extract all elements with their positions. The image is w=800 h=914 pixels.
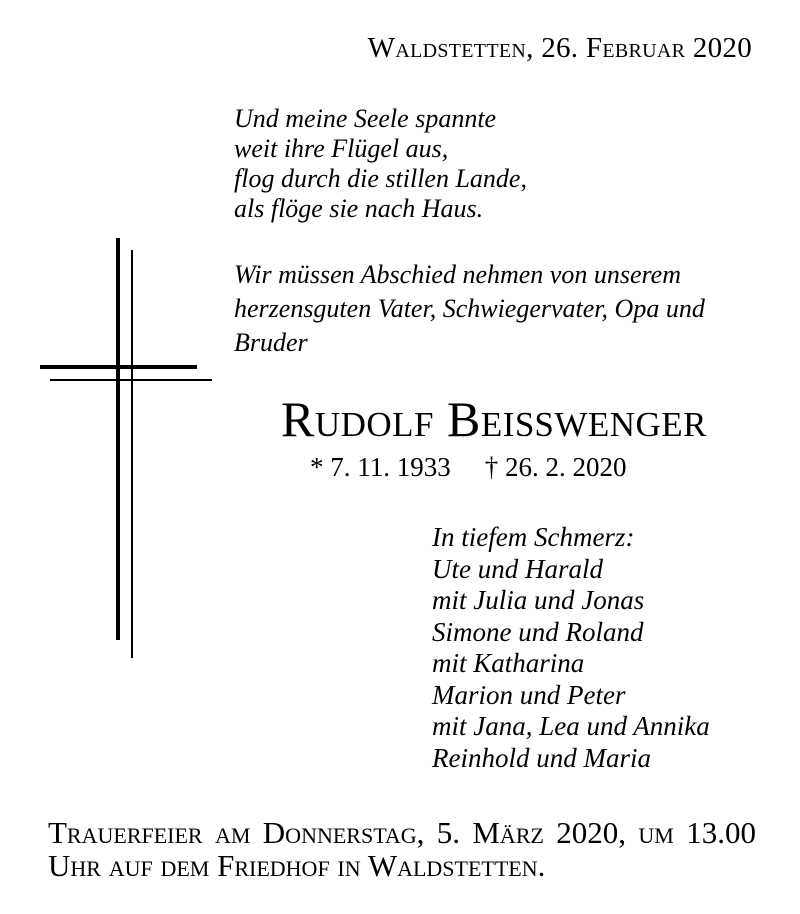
mourner-line: mit Julia und Jonas xyxy=(432,585,645,615)
poem xyxy=(234,104,527,224)
mourner-line: Reinhold und Maria xyxy=(432,742,651,773)
poem-line: flog durch die stillen Lande, xyxy=(234,164,527,193)
cross-horizontal-bar-thin xyxy=(50,379,212,381)
cross-horizontal-bar xyxy=(40,365,197,369)
cross-vertical-bar-thin xyxy=(131,250,133,658)
mourner-line: Simone und Roland xyxy=(432,616,644,647)
funeral-notice: Trauerfeier am Donnerstag, 5. März 2020, um 13.00 Uhr auf dem Friedhof in Waldstetten. xyxy=(48,815,756,883)
poem-line: weit ihre Flügel aus, xyxy=(234,134,449,163)
place-date-line: Waldstetten, 26. Februar 2020 xyxy=(367,32,752,64)
farewell-text: Wir müssen Abschied nehmen von unserem herzensguten Vater, Schwiegervater, Opa und Bruder xyxy=(234,260,705,357)
death-date: † 26. 2. 2020 xyxy=(484,452,627,482)
mourner-line: Marion und Peter xyxy=(432,679,626,710)
life-dates xyxy=(310,452,627,483)
deceased-name: Rudolf Beißwenger xyxy=(280,391,708,447)
mourners-list xyxy=(432,522,710,774)
mourner-line: mit Katharina xyxy=(432,648,585,678)
poem-line: als flöge sie nach Haus. xyxy=(234,194,484,223)
mourner-line: Ute und Harald xyxy=(432,553,603,584)
mourners-intro: In tiefem Schmerz: xyxy=(432,522,635,552)
birth-date: * 7. 11. 1933 xyxy=(310,452,451,482)
poem-line: Und meine Seele spannte xyxy=(234,104,497,133)
mourner-line: mit Jana, Lea und Annika xyxy=(432,711,710,741)
